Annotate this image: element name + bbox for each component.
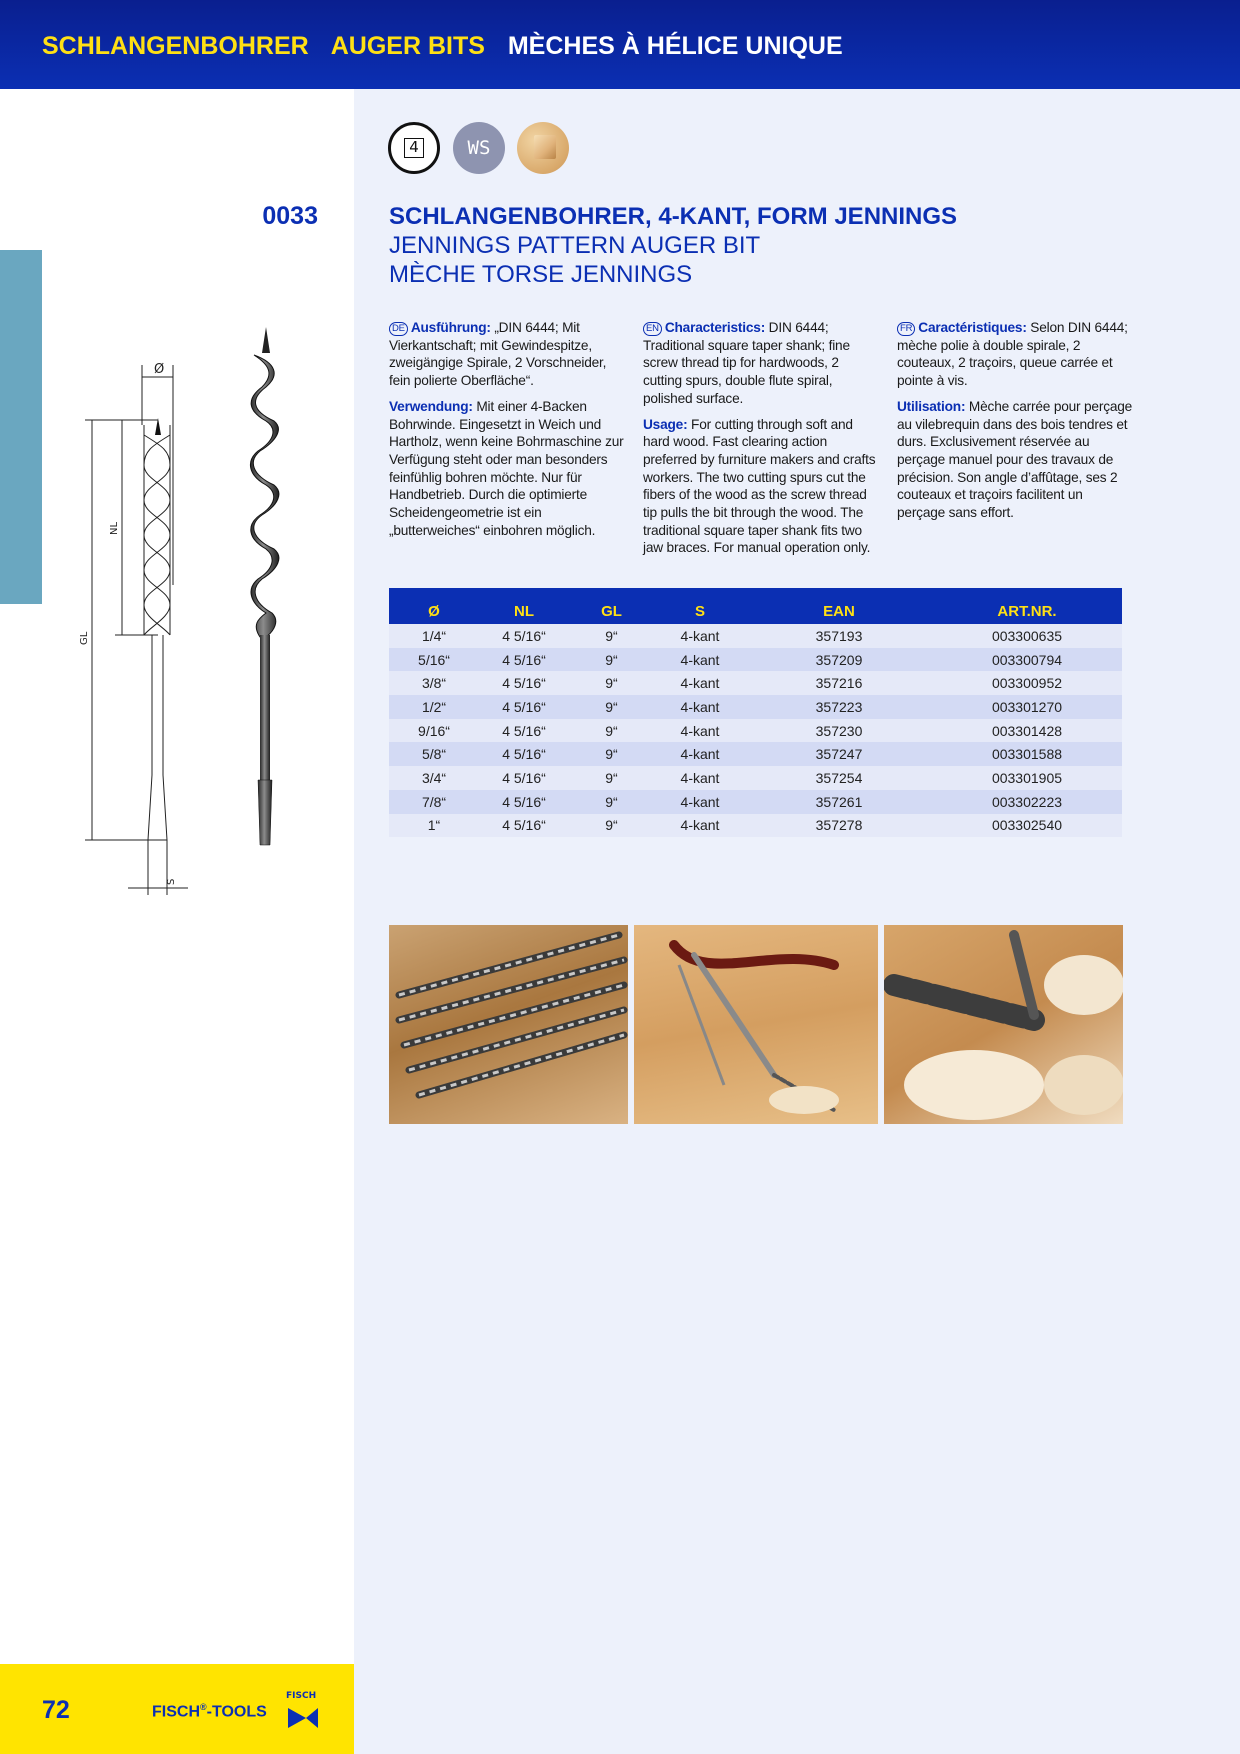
table-cell: 357209	[746, 648, 932, 672]
brand-registered-mark: ®	[200, 1702, 207, 1712]
photo-hand-brace-drill	[634, 925, 878, 1124]
table-cell: 357230	[746, 719, 932, 743]
lang-en-icon: EN	[643, 322, 662, 336]
table-cell: 9“	[569, 790, 654, 814]
table-cell: 9“	[569, 671, 654, 695]
photo-bit-wood-shavings	[884, 925, 1123, 1124]
table-cell: 4-kant	[654, 790, 746, 814]
table-cell: 4 5/16“	[479, 742, 569, 766]
table-cell: 4-kant	[654, 624, 746, 648]
product-number: 0033	[262, 202, 318, 230]
table-cell: 4-kant	[654, 766, 746, 790]
page-header	[0, 0, 1240, 89]
table-cell: 4-kant	[654, 671, 746, 695]
table-cell: 003300794	[932, 648, 1122, 672]
description-fr	[897, 319, 1133, 530]
wood-material-icon	[517, 122, 569, 174]
table-body	[389, 624, 1122, 837]
section-tab-marker	[0, 250, 42, 604]
desc-de-p2-label: Verwendung:	[389, 398, 473, 414]
table-cell: 4 5/16“	[479, 671, 569, 695]
desc-fr-p2-label: Utilisation:	[897, 398, 966, 414]
product-title-fr: MÈCHE TORSE JENNINGS	[389, 261, 693, 288]
table-row	[389, 648, 1122, 672]
table-cell: 003302540	[932, 814, 1122, 838]
table-cell: 003301905	[932, 766, 1122, 790]
table-cell: 9“	[569, 719, 654, 743]
table-row	[389, 719, 1122, 743]
table-cell: 003302223	[932, 790, 1122, 814]
product-title-de: SCHLANGENBOHRER, 4-KANT, FORM JENNINGS	[389, 203, 958, 230]
table-row	[389, 671, 1122, 695]
lang-fr-icon: FR	[897, 322, 915, 336]
table-cell: 1/4“	[389, 624, 479, 648]
product-title-en: JENNINGS PATTERN AUGER BIT	[389, 232, 761, 259]
desc-en-p1-text: DIN 6444; Traditional square taper shank; fine screw thread tip for hardwoods, 2 cutting spurs, double flute spiral, polished surface.	[643, 320, 850, 406]
desc-fr-p1-text: Selon DIN 6444; mèche polie à double spirale, 2 couteaux, 2 traçoirs, queue carrée et pointe à vis.	[897, 320, 1128, 389]
table-cell: 9“	[569, 695, 654, 719]
table-cell: 9“	[569, 742, 654, 766]
desc-de-p2-text: Mit einer 4-Backen Bohrwinde. Eingesetzt in Weich und Hartholz, wenn keine Bohrmaschine zur Verfügung steht oder man besonders feinfühlig bohren möchte. Nur für Handbetrieb. Durch die optimierte Scheidengeometrie ist ein „butterweiches“ einbohren möglich.	[389, 398, 624, 538]
description-de	[389, 319, 625, 547]
table-cell: 4 5/16“	[479, 648, 569, 672]
technical-drawing	[70, 355, 205, 900]
table-cell: 4-kant	[654, 814, 746, 838]
logo-text: FISCH	[286, 1691, 317, 1701]
table-cell: 357193	[746, 624, 932, 648]
lang-de-icon: DE	[389, 322, 408, 336]
desc-en-p2-label: Usage:	[643, 416, 688, 432]
col-header-ean: EAN	[746, 588, 932, 624]
table-row	[389, 695, 1122, 719]
desc-de-p1-text: „DIN 6444; Mit Vierkantschaft; mit Gewindespitze, zweigängige Spirale, 2 Vorschneider, fein polierte Oberfläche“.	[389, 320, 607, 389]
page-number: 72	[42, 1696, 70, 1724]
brand-suffix: -TOOLS	[206, 1703, 267, 1721]
table-row	[389, 766, 1122, 790]
table-cell: 9“	[569, 814, 654, 838]
category-title-de: SCHLANGENBOHRER	[42, 32, 309, 60]
square-shank-badge	[388, 122, 440, 174]
photo-auger-bits-set	[389, 925, 628, 1124]
col-header-nl: NL	[479, 588, 569, 624]
table-cell: 4-kant	[654, 648, 746, 672]
table-cell: 9“	[569, 648, 654, 672]
table-cell: 003300635	[932, 624, 1122, 648]
table-cell: 003301270	[932, 695, 1122, 719]
page-footer	[0, 1664, 354, 1754]
col-header-artnr: ART.NR.	[932, 588, 1122, 624]
col-header-diameter: Ø	[389, 588, 479, 624]
drawing-label-diameter: Ø	[154, 362, 165, 377]
table-cell: 1“	[389, 814, 479, 838]
table-cell: 3/8“	[389, 671, 479, 695]
table-cell: 357247	[746, 742, 932, 766]
table-cell: 4 5/16“	[479, 790, 569, 814]
brand-name	[152, 1702, 267, 1721]
table-cell: 357223	[746, 695, 932, 719]
table-row	[389, 790, 1122, 814]
desc-en-p1-label: Characteristics:	[664, 320, 766, 335]
table-row	[389, 814, 1122, 838]
table-cell: 7/8“	[389, 790, 479, 814]
table-cell: 4 5/16“	[479, 624, 569, 648]
specification-table	[389, 588, 1122, 837]
table-cell: 4 5/16“	[479, 766, 569, 790]
material-ws-badge: WS	[453, 122, 505, 174]
fisch-logo-icon	[284, 1688, 324, 1728]
drawing-label-s: S	[166, 878, 177, 885]
col-header-s: S	[654, 588, 746, 624]
table-cell: 5/8“	[389, 742, 479, 766]
table-cell: 003301588	[932, 742, 1122, 766]
table-row	[389, 742, 1122, 766]
table-cell: 003301428	[932, 719, 1122, 743]
table-cell: 003300952	[932, 671, 1122, 695]
table-cell: 357216	[746, 671, 932, 695]
auger-bit-product-image	[240, 325, 290, 850]
drawing-label-gl: GL	[79, 631, 90, 645]
desc-en-p2-text: For cutting through soft and hard wood. Fast clearing action preferred by furniture makers and crafts workers. The two cutting spurs cut the fibers of the wood as the screw thread tip pulls the bit through the wood. The traditional square taper shank fits two jaw braces. For manual operation only.	[643, 416, 876, 556]
table-cell: 1/2“	[389, 695, 479, 719]
desc-fr-p1-label: Caractéristiques:	[918, 320, 1027, 335]
square-shank-icon: 4	[404, 138, 424, 158]
product-titles	[389, 202, 957, 289]
table-cell: 4 5/16“	[479, 695, 569, 719]
category-title-en: AUGER BITS	[330, 32, 485, 60]
description-en	[643, 319, 879, 565]
table-cell: 4-kant	[654, 742, 746, 766]
drawing-label-nl: NL	[109, 521, 120, 535]
table-cell: 9/16“	[389, 719, 479, 743]
col-header-gl: GL	[569, 588, 654, 624]
table-cell: 9“	[569, 624, 654, 648]
table-cell: 4-kant	[654, 719, 746, 743]
table-cell: 4 5/16“	[479, 814, 569, 838]
table-cell: 4-kant	[654, 695, 746, 719]
category-titles	[42, 32, 859, 61]
table-cell: 357254	[746, 766, 932, 790]
desc-fr-p2-text: Mèche carrée pour perçage au vilebrequin dans des bois tendres et durs. Exclusivement réservée au perçage manuel pour des travaux de précision. Son angle d’affûtage, ses 2 couteaux et traçoirs facilitent un perçage sans effort.	[897, 398, 1133, 521]
table-cell: 357278	[746, 814, 932, 838]
category-title-fr: MÈCHES À HÉLICE UNIQUE	[507, 32, 843, 60]
brand-prefix: FISCH	[152, 1703, 200, 1721]
table-cell: 5/16“	[389, 648, 479, 672]
table-row	[389, 624, 1122, 648]
table-cell: 9“	[569, 766, 654, 790]
table-cell: 357261	[746, 790, 932, 814]
table-cell: 4 5/16“	[479, 719, 569, 743]
table-header-row	[389, 588, 1122, 624]
desc-de-p1-label: Ausführung:	[410, 320, 491, 335]
table-cell: 3/4“	[389, 766, 479, 790]
